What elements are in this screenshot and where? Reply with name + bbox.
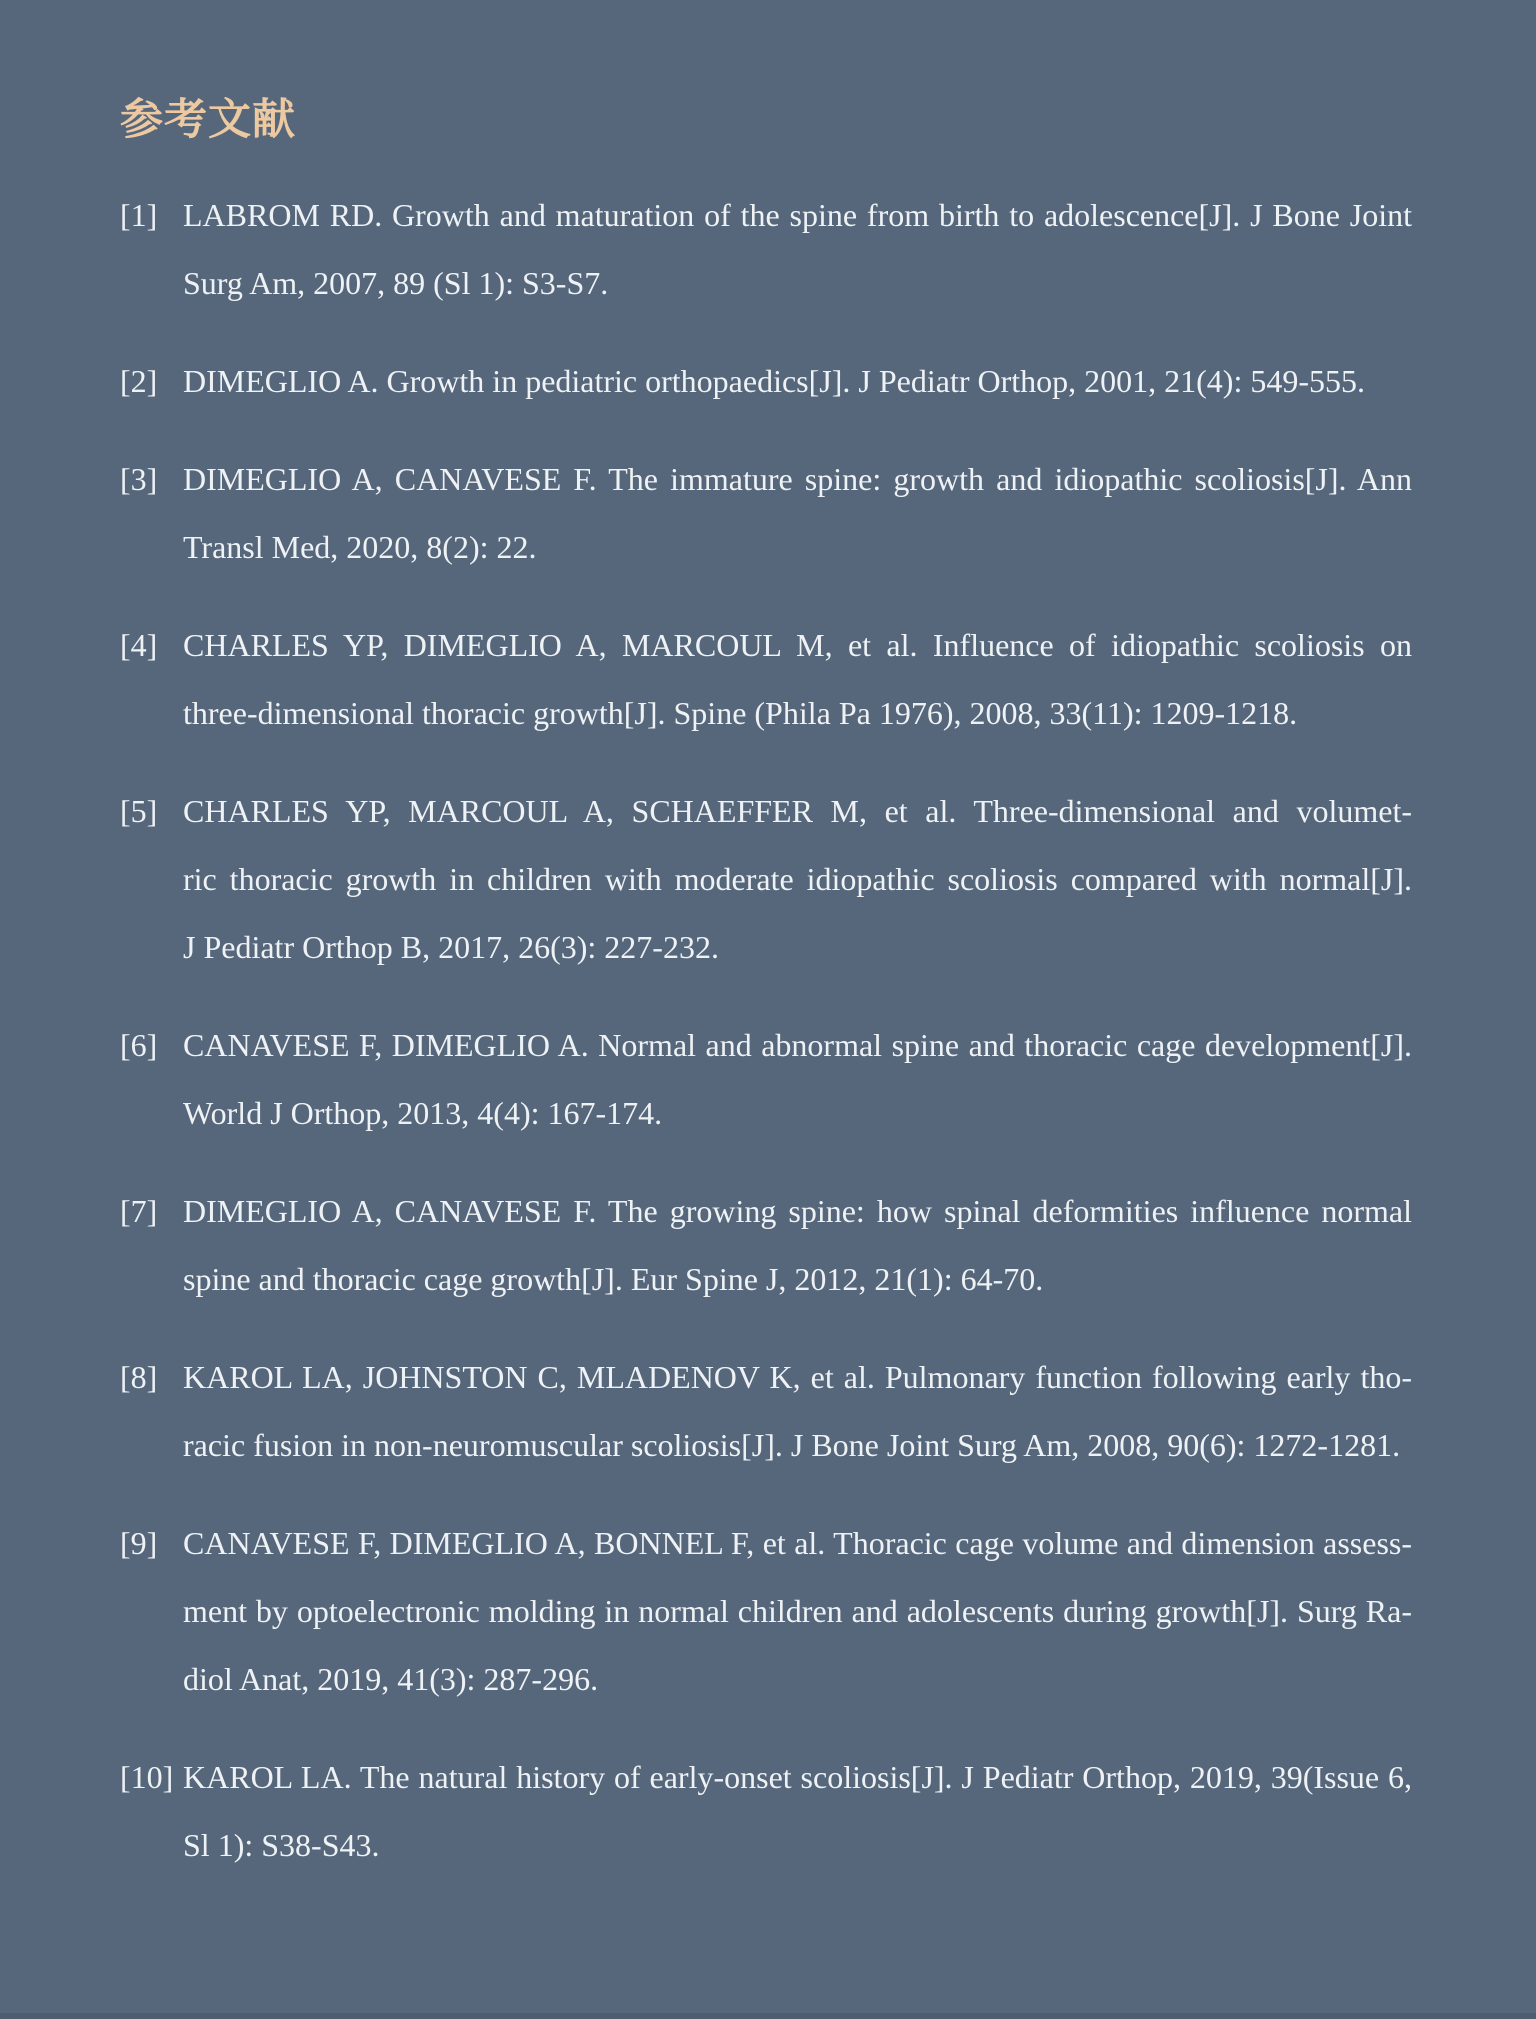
page-title: 参考文献: [120, 97, 296, 144]
reference-line: ric thoracic growth in children with moderate idiopathic scoliosis compared with normal[J].: [183, 861, 1412, 897]
reference-item: [120, 445, 1412, 581]
reference-line: DIMEGLIO A, CANAVESE F. The immature spine: growth and idiopathic scoliosis[J]. Ann: [183, 461, 1412, 497]
reference-item: [120, 1177, 1412, 1313]
reference-line: CANAVESE F, DIMEGLIO A. Normal and abnormal spine and thoracic cage development[J].: [183, 1027, 1412, 1063]
reference-line: CHARLES YP, DIMEGLIO A, MARCOUL M, et al. Influence of idiopathic scoliosis on: [183, 627, 1412, 663]
reference-item: [120, 181, 1412, 317]
reference-item: [120, 611, 1412, 747]
reference-line: Surg Am, 2007, 89 (Sl 1): S3-S7.: [183, 265, 609, 301]
reference-line: DIMEGLIO A. Growth in pediatric orthopaedics[J]. J Pediatr Orthop, 2001, 21(4): 549-555.: [183, 363, 1365, 399]
reference-line: World J Orthop, 2013, 4(4): 167-174.: [183, 1095, 663, 1131]
reference-line: DIMEGLIO A, CANAVESE F. The growing spine: how spinal deformities influence normal: [183, 1193, 1412, 1229]
reference-line: three-dimensional thoracic growth[J]. Spine (Phila Pa 1976), 2008, 33(11): 1209-1218.: [183, 695, 1298, 731]
reference-number: [5]: [120, 793, 158, 829]
reference-item: [120, 1743, 1412, 1879]
reference-number: [7]: [120, 1193, 158, 1229]
reference-line: KAROL LA, JOHNSTON C, MLADENOV K, et al. Pulmonary function following early tho-: [183, 1359, 1412, 1395]
reference-line: diol Anat, 2019, 41(3): 287-296.: [183, 1661, 599, 1697]
page-bottom-edge: [0, 2013, 1536, 2019]
reference-item: [120, 777, 1412, 981]
reference-list: [120, 181, 1412, 1879]
reference-line: J Pediatr Orthop B, 2017, 26(3): 227-232.: [183, 929, 719, 965]
reference-line: Transl Med, 2020, 8(2): 22.: [183, 529, 537, 565]
reference-number: [2]: [120, 363, 158, 399]
reference-item: [120, 1509, 1412, 1713]
reference-line: Sl 1): S38-S43.: [183, 1827, 380, 1863]
reference-line: CANAVESE F, DIMEGLIO A, BONNEL F, et al. Thoracic cage volume and dimension assess-: [183, 1525, 1412, 1561]
reference-line: spine and thoracic cage growth[J]. Eur Spine J, 2012, 21(1): 64-70.: [183, 1261, 1044, 1297]
reference-number: [8]: [120, 1359, 158, 1395]
reference-number: [9]: [120, 1525, 158, 1561]
reference-line: CHARLES YP, MARCOUL A, SCHAEFFER M, et al. Three-dimensional and volumet-: [183, 793, 1412, 829]
reference-item: [120, 1011, 1412, 1147]
reference-number: [4]: [120, 627, 158, 663]
reference-item: [120, 1343, 1412, 1479]
reference-line: KAROL LA. The natural history of early-onset scoliosis[J]. J Pediatr Orthop, 2019, 39(Issue 6,: [183, 1759, 1412, 1795]
reference-number: [1]: [120, 197, 158, 233]
reference-number: [6]: [120, 1027, 158, 1063]
reference-line: ment by optoelectronic molding in normal children and adolescents during growth[J]. Surg Ra-: [183, 1593, 1412, 1629]
reference-line: LABROM RD. Growth and maturation of the spine from birth to adolescence[J]. J Bone Joint: [183, 197, 1412, 233]
reference-line: racic fusion in non-neuromuscular scoliosis[J]. J Bone Joint Surg Am, 2008, 90(6): 1272-1281.: [183, 1427, 1401, 1463]
reference-number: [3]: [120, 461, 158, 497]
reference-number: [10]: [120, 1759, 174, 1795]
reference-item: [120, 347, 1412, 415]
